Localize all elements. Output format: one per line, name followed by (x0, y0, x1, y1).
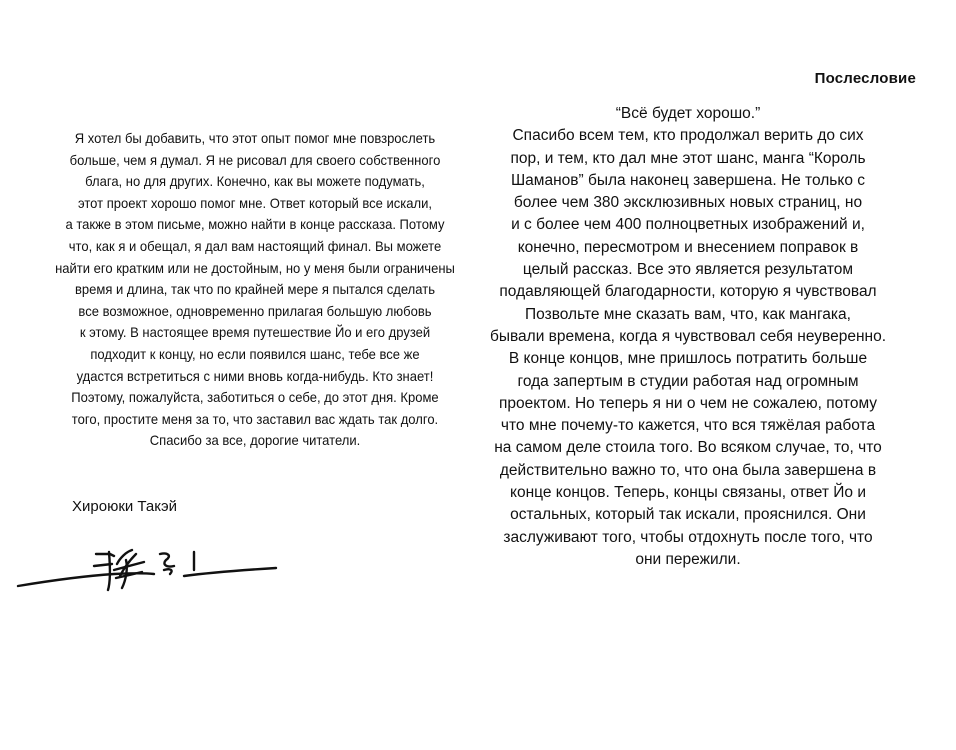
handwritten-signature (14, 540, 280, 600)
page-heading: Послесловие (814, 70, 916, 87)
text-line: этот проект хорошо помог мне. Ответ который все искали, (77, 194, 432, 211)
text-line: Шаманов” была наконец завершена. Не только с (510, 171, 866, 189)
text-line: найти его кратким или не достойным, но у меня были ограничены (55, 259, 455, 276)
text-line: пор, и тем, кто дал мне этот шанс, манга “Король (510, 149, 866, 167)
text-line: Спасибо всем тем, кто продолжал верить до сих (512, 127, 864, 145)
text-line: и с более чем 400 полноцветных изображений и, (511, 216, 865, 234)
text-line: года запертым в студии работая над огромным (517, 372, 859, 390)
author-name: Хироюки Такэй (72, 498, 178, 515)
text-line: действительно важно то, что она была завершена в (499, 461, 877, 479)
text-line: того, простите меня за то, что заставил вас ждать так долго. (71, 410, 439, 427)
text-line: конечно, пересмотром и внесением поправок в (517, 238, 859, 256)
text-line: более чем 380 эксклюзивных новых страниц, но (513, 194, 863, 212)
text-line: подавляющей благодарности, которую я чувствовал (499, 283, 877, 301)
text-line: заслуживают того, чтобы отдохнуть после того, что (503, 528, 873, 546)
text-line: все возможное, одновременно прилагая большую любовь (78, 302, 432, 319)
text-line: целый рассказ. Все это является результатом (522, 261, 854, 279)
text-line: Позвольте мне сказать вам, что, как мангака, (525, 305, 851, 323)
text-line: а также в этом письме, можно найти в конце рассказа. Потому (65, 216, 445, 233)
text-line: бывали времена, когда я чувствовал себя неуверенно. (489, 327, 887, 345)
text-line: больше, чем я думал. Я не рисовал для своего собственного (69, 151, 441, 168)
text-line: время и длина, так что по крайней мере я пытался сделать (75, 281, 435, 298)
right-text-column (488, 103, 888, 571)
text-line: что мне почему-то кажется, что вся тяжёлая работа (500, 417, 876, 435)
text-line: остальных, который так искали, прояснился. Они (510, 506, 866, 524)
text-line: они пережили. (635, 550, 741, 568)
text-line: проектом. Но теперь я ни о чем не сожалею, потому (498, 394, 878, 412)
text-line: на самом деле стоила того. Во всяком случае, то, что (494, 439, 882, 457)
left-text-column (55, 128, 455, 452)
text-line: блага, но для других. Конечно, как вы можете подумать, (85, 173, 425, 190)
text-line: “Всё будет хорошо.” (615, 105, 761, 122)
text-line: Поэтому, пожалуйста, заботиться о себе, до этот дня. Кроме (71, 389, 439, 406)
text-line: удастся встретиться с ними вновь когда-нибудь. Кто знает! (76, 367, 434, 384)
text-line: конце концов. Теперь, концы связаны, ответ Йо и (510, 484, 866, 502)
text-line: В конце концов, мне пришлось потратить больше (508, 350, 868, 368)
text-line: что, как я и обещал, я дал вам настоящий финал. Вы можете (68, 237, 442, 254)
text-line: к этому. В настоящее время путешествие Йо и его друзей (79, 324, 431, 341)
text-line: Спасибо за все, дорогие читатели. (149, 432, 361, 449)
text-line: Я хотел бы добавить, что этот опыт помог мне повзрослеть (74, 130, 436, 146)
text-line: подходит к концу, но если появился шанс, тебе все же (90, 345, 420, 362)
